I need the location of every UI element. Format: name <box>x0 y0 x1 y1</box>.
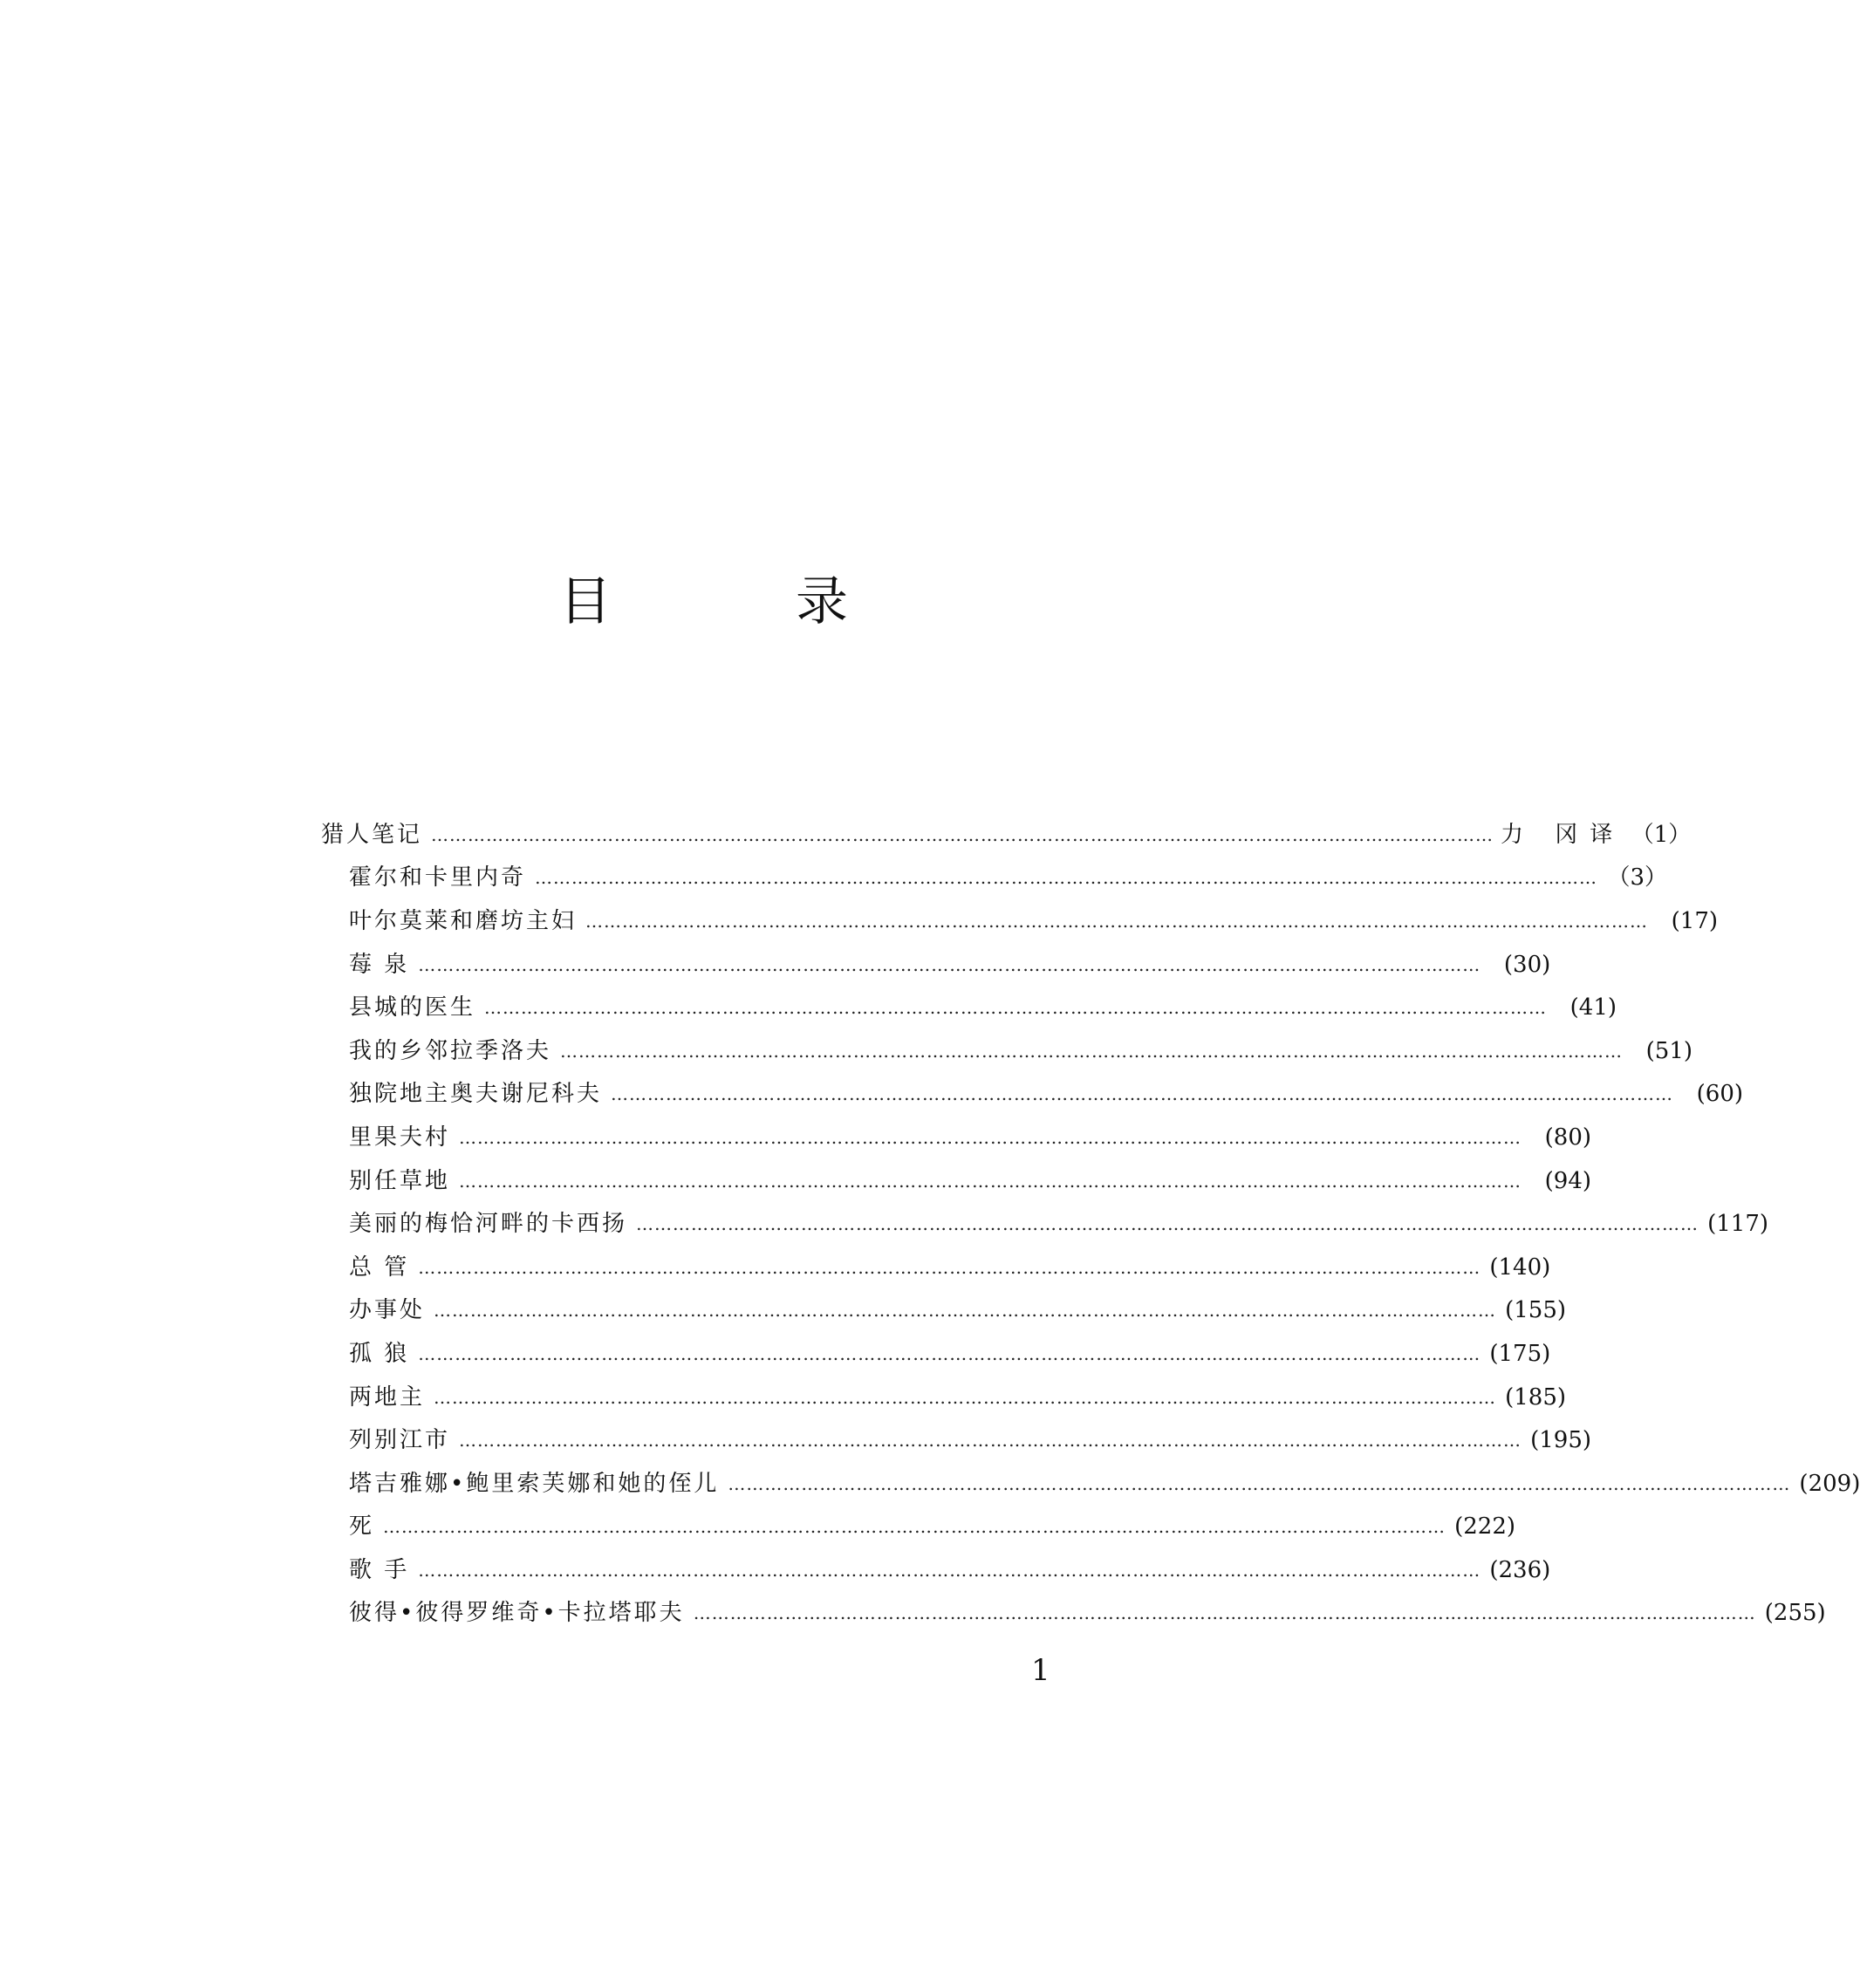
toc-entry-page: （1） <box>1631 821 1692 848</box>
toc-entry[interactable] <box>321 943 1551 987</box>
toc-entry-title: 霍尔和卡里内奇 <box>349 864 527 892</box>
toc-entry[interactable] <box>321 1418 1592 1462</box>
toc-entry[interactable] <box>321 1376 1567 1419</box>
toc-entry-title: 总 管 <box>349 1254 410 1281</box>
toc-entry-title: 办事处 <box>349 1297 426 1324</box>
dot-leader: ………………………………………………………………………………………………………………………………………………………… <box>418 1256 1481 1278</box>
toc-entry-title: 里果夫村 <box>349 1124 451 1151</box>
dot-leader: ………………………………………………………………………………………………………………………………………………………… <box>459 1170 1522 1192</box>
toc-entry[interactable] <box>321 899 1719 943</box>
toc-entry[interactable] <box>321 1202 1769 1246</box>
toc-entry-title: 我的乡邻拉季洛夫 <box>349 1037 552 1064</box>
toc-entry-page: (236) <box>1489 1556 1551 1583</box>
toc-entry-page: (155) <box>1505 1297 1567 1324</box>
table-of-contents <box>321 813 1860 1635</box>
toc-entry-title: 彼得•彼得罗维奇•卡拉塔耶夫 <box>349 1600 685 1627</box>
toc-entry-page: (222) <box>1454 1513 1516 1541</box>
dot-leader: ………………………………………………………………………………………………………………………………………………………… <box>611 1083 1674 1105</box>
dot-leader: ………………………………………………………………………………………………………………………………………………………… <box>459 1126 1522 1148</box>
dot-leader: ………………………………………………………………………………………………………………………………………………………… <box>484 997 1548 1019</box>
dot-leader: ………………………………………………………………………………………………………………………………………………………… <box>418 953 1481 975</box>
toc-entry-page: (195) <box>1530 1427 1592 1454</box>
toc-entry-title: 孤 狼 <box>349 1340 410 1367</box>
toc-entry-page: (51) <box>1645 1037 1693 1064</box>
dot-leader: ………………………………………………………………………………………………………………………………………………………… <box>431 823 1494 845</box>
toc-entry-title: 独院地主奥夫谢尼科夫 <box>349 1081 603 1108</box>
toc-entry-page: (209) <box>1799 1470 1860 1497</box>
toc-entry-page: (117) <box>1707 1211 1769 1238</box>
toc-entry-page: (80) <box>1544 1124 1592 1151</box>
toc-entry[interactable] <box>321 1116 1592 1159</box>
toc-entry[interactable] <box>321 1548 1551 1592</box>
toc-entry[interactable] <box>321 857 1668 900</box>
page-number: 1 <box>1031 1653 1050 1688</box>
dot-leader: ………………………………………………………………………………………………………………………………………………………… <box>636 1213 1699 1235</box>
toc-entry-page: （3） <box>1607 864 1668 892</box>
toc-entry[interactable] <box>321 1506 1516 1549</box>
toc-entry[interactable] <box>321 1073 1744 1117</box>
dot-leader: ………………………………………………………………………………………………………………………………………………………… <box>434 1300 1497 1322</box>
toc-entry-title: 莓 泉 <box>349 951 410 978</box>
dot-leader: ………………………………………………………………………………………………………………………………………………………… <box>728 1472 1791 1494</box>
dot-leader: ………………………………………………………………………………………………………………………………………………………… <box>383 1516 1446 1538</box>
toc-entry[interactable] <box>321 1332 1551 1376</box>
toc-entry[interactable] <box>321 1592 1826 1636</box>
toc-entry-title: 歌 手 <box>349 1556 410 1583</box>
toc-entry-translator: 力 冈译 <box>1501 821 1625 848</box>
dot-leader: ………………………………………………………………………………………………………………………………………………………… <box>693 1602 1756 1624</box>
toc-entry-page: (185) <box>1505 1383 1567 1411</box>
toc-entry-page: (255) <box>1764 1600 1826 1627</box>
toc-entry-title: 县城的医生 <box>349 994 476 1021</box>
toc-entry-title: 别任草地 <box>349 1167 451 1194</box>
toc-entry-page: (41) <box>1569 994 1617 1021</box>
toc-entry[interactable] <box>321 1029 1693 1073</box>
toc-entry-title: 猎人笔记 <box>321 821 423 848</box>
toc-entry-page: (17) <box>1671 907 1719 934</box>
toc-entry-page: (94) <box>1544 1167 1592 1194</box>
dot-leader: ………………………………………………………………………………………………………………………………………………………… <box>535 867 1598 889</box>
toc-entry-page: (175) <box>1489 1340 1551 1367</box>
toc-entry[interactable] <box>321 1246 1551 1289</box>
dot-leader: ………………………………………………………………………………………………………………………………………………………… <box>418 1342 1481 1364</box>
toc-entry-page: (140) <box>1489 1254 1551 1281</box>
toc-entry-title: 列别江市 <box>349 1427 451 1454</box>
toc-entry-title: 塔吉雅娜•鲍里索芙娜和她的侄儿 <box>349 1470 720 1497</box>
dot-leader: ………………………………………………………………………………………………………………………………………………………… <box>560 1040 1624 1062</box>
dot-leader: ………………………………………………………………………………………………………………………………………………………… <box>585 910 1649 932</box>
dot-leader: ………………………………………………………………………………………………………………………………………………………… <box>459 1430 1522 1452</box>
toc-entry[interactable] <box>321 1289 1567 1333</box>
dot-leader: ………………………………………………………………………………………………………………………………………………………… <box>418 1559 1481 1581</box>
toc-entry-title: 死 <box>349 1513 375 1541</box>
toc-entry-page: (30) <box>1503 951 1551 978</box>
toc-entry-main[interactable] <box>321 813 1692 857</box>
toc-entry[interactable] <box>321 1462 1860 1506</box>
toc-entry[interactable] <box>321 1159 1592 1203</box>
page-title: 目 录 <box>558 571 933 632</box>
toc-entry-title: 两地主 <box>349 1383 426 1411</box>
toc-entry-title: 叶尔莫莱和磨坊主妇 <box>349 907 578 934</box>
toc-entry-title: 美丽的梅恰河畔的卡西扬 <box>349 1211 628 1238</box>
dot-leader: ………………………………………………………………………………………………………………………………………………………… <box>434 1386 1497 1408</box>
toc-entry-page: (60) <box>1696 1081 1744 1108</box>
toc-entry[interactable] <box>321 986 1617 1029</box>
